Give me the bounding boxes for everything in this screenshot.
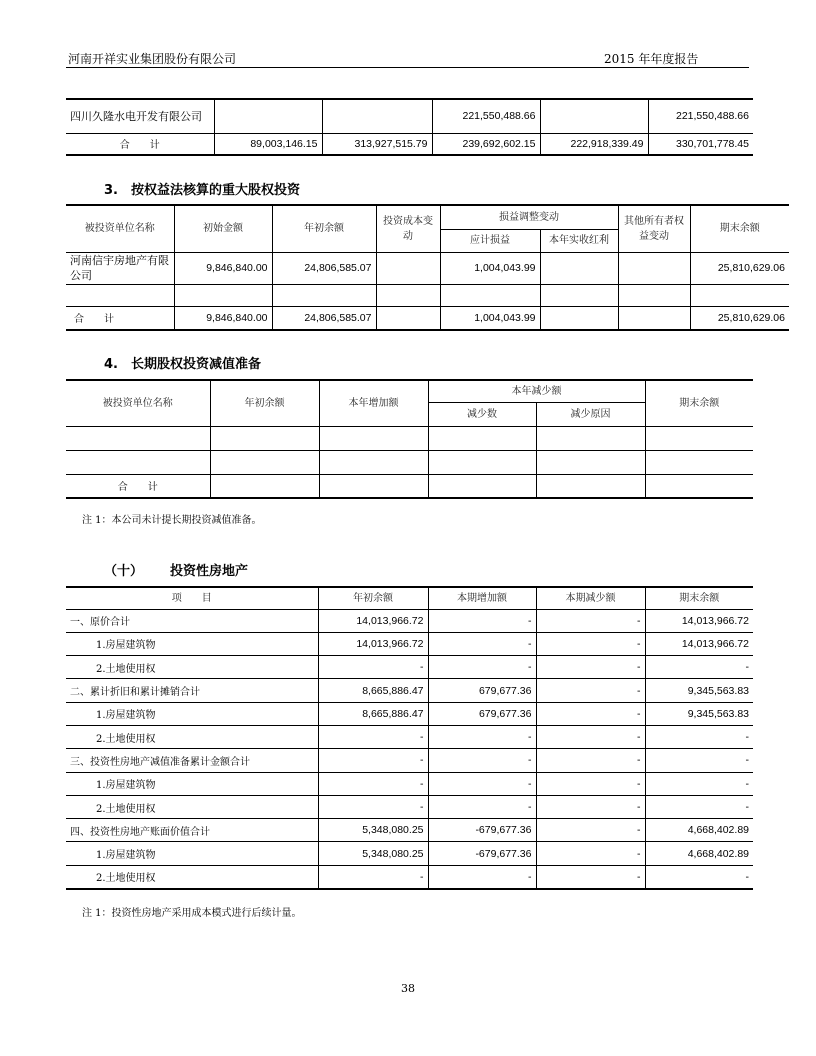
cell-value: - bbox=[428, 656, 536, 679]
cell-item: 三、投资性房地产减值准备累计金额合计 bbox=[66, 749, 318, 772]
cell-value: - bbox=[318, 865, 428, 888]
cell-value bbox=[540, 306, 618, 330]
header-divider bbox=[66, 67, 749, 68]
cell-value: - bbox=[428, 632, 536, 655]
cell-value: 5,348,080.25 bbox=[318, 819, 428, 842]
cell-value: 14,013,966.72 bbox=[318, 609, 428, 632]
cell-name: 合 计 bbox=[66, 306, 174, 330]
cell-value: - bbox=[536, 609, 645, 632]
table-row bbox=[66, 632, 753, 655]
cell-value: 9,345,563.83 bbox=[645, 679, 753, 702]
table-row bbox=[66, 725, 753, 748]
cell-value bbox=[376, 252, 440, 284]
cell-value: 24,806,585.07 bbox=[272, 306, 376, 330]
investment-property-table bbox=[66, 586, 753, 890]
cell-value bbox=[322, 99, 432, 133]
cell-empty bbox=[440, 284, 540, 306]
cell-item: 1.房屋建筑物 bbox=[66, 702, 318, 725]
cell-empty bbox=[618, 284, 690, 306]
cell-value: - bbox=[536, 795, 645, 818]
cell-value: 9,345,563.83 bbox=[645, 702, 753, 725]
cell-item: 四、投资性房地产账面价值合计 bbox=[66, 819, 318, 842]
section10-number: （十） bbox=[104, 564, 144, 579]
cell-empty bbox=[428, 450, 536, 474]
col-header-item: 项 目 bbox=[66, 587, 318, 609]
col-header-pl-adjust: 损益调整变动 bbox=[440, 205, 618, 229]
cell-value: 4,668,402.89 bbox=[645, 842, 753, 865]
cell-value: - bbox=[645, 795, 753, 818]
cell-value bbox=[540, 99, 648, 133]
section10-title: 投资性房地产 bbox=[170, 564, 249, 579]
cell-value: 25,810,629.06 bbox=[690, 252, 789, 284]
cell-value: - bbox=[645, 749, 753, 772]
table-row bbox=[66, 865, 753, 888]
cell-value: 679,677.36 bbox=[428, 702, 536, 725]
col-header-begin: 年初余额 bbox=[318, 587, 428, 609]
table-row bbox=[66, 679, 753, 702]
cell-value: 9,846,840.00 bbox=[174, 252, 272, 284]
col-header-name: 被投资单位名称 bbox=[66, 380, 210, 426]
cell-value: 221,550,488.66 bbox=[432, 99, 540, 133]
cell-item: 1.房屋建筑物 bbox=[66, 632, 318, 655]
cell-value: - bbox=[645, 772, 753, 795]
cell-value: 679,677.36 bbox=[428, 679, 536, 702]
cell-item: 2.土地使用权 bbox=[66, 656, 318, 679]
cell-value bbox=[618, 252, 690, 284]
cell-name: 四川久隆水电开发有限公司 bbox=[66, 99, 214, 133]
cell-value: - bbox=[428, 795, 536, 818]
cell-value: 89,003,146.15 bbox=[214, 133, 322, 155]
cell-value: 8,665,886.47 bbox=[318, 679, 428, 702]
cell-name: 河南信宇房地产有限公司 bbox=[66, 252, 174, 284]
cell-value: - bbox=[536, 842, 645, 865]
cell-item: 2.土地使用权 bbox=[66, 725, 318, 748]
impairment-table bbox=[66, 379, 753, 499]
cell-empty bbox=[66, 426, 210, 450]
table-row bbox=[66, 609, 753, 632]
cell-value: - bbox=[318, 772, 428, 795]
table-row bbox=[66, 99, 753, 133]
cell-value: 24,806,585.07 bbox=[272, 252, 376, 284]
col-header-begin: 年初余额 bbox=[210, 380, 319, 426]
table-row-total bbox=[66, 474, 753, 498]
table-row bbox=[66, 819, 753, 842]
report-title: 2015 年年度报告 bbox=[604, 52, 699, 66]
cell-value: - bbox=[645, 725, 753, 748]
cell-value: 14,013,966.72 bbox=[645, 632, 753, 655]
cell-empty bbox=[645, 474, 753, 498]
cell-empty bbox=[66, 450, 210, 474]
cell-value: - bbox=[428, 865, 536, 888]
cell-value: 14,013,966.72 bbox=[645, 609, 753, 632]
cell-value: 222,918,339.49 bbox=[540, 133, 648, 155]
cell-value: 14,013,966.72 bbox=[318, 632, 428, 655]
cell-item: 2.土地使用权 bbox=[66, 795, 318, 818]
col-header-initial: 初始金额 bbox=[174, 205, 272, 252]
col-header-end: 期末余额 bbox=[645, 587, 753, 609]
cell-empty bbox=[319, 450, 428, 474]
table-row bbox=[66, 284, 789, 306]
table-row bbox=[66, 252, 789, 284]
table-row bbox=[66, 795, 753, 818]
cell-item: 1.房屋建筑物 bbox=[66, 772, 318, 795]
table-row bbox=[66, 842, 753, 865]
col-header-dec-amount: 减少数 bbox=[428, 402, 536, 426]
cell-value: - bbox=[645, 656, 753, 679]
cell-name: 合 计 bbox=[66, 133, 214, 155]
section4-title: 4. 长期股权投资减值准备 bbox=[104, 357, 261, 372]
cell-value bbox=[618, 306, 690, 330]
cell-item: 1.房屋建筑物 bbox=[66, 842, 318, 865]
cell-empty bbox=[319, 426, 428, 450]
col-header-end: 期末余额 bbox=[645, 380, 753, 426]
table-row bbox=[66, 426, 753, 450]
col-header-dividend: 本年实收红利 bbox=[540, 229, 618, 252]
table-row-total bbox=[66, 133, 753, 155]
cell-empty bbox=[210, 426, 319, 450]
cell-empty bbox=[174, 284, 272, 306]
cell-value bbox=[376, 306, 440, 330]
cell-empty bbox=[645, 426, 753, 450]
cell-value: - bbox=[536, 725, 645, 748]
cell-value: - bbox=[428, 609, 536, 632]
col-header-increase: 本期增加额 bbox=[428, 587, 536, 609]
cell-empty bbox=[428, 474, 536, 498]
col-header-increase: 本年增加额 bbox=[319, 380, 428, 426]
table-row-total bbox=[66, 306, 789, 330]
cell-value: - bbox=[536, 679, 645, 702]
col-header-other-equity: 其他所有者权益变动 bbox=[618, 205, 690, 252]
cell-value: - bbox=[536, 632, 645, 655]
cell-value: - bbox=[536, 819, 645, 842]
equity-method-table bbox=[66, 204, 789, 331]
company-name: 河南开祥实业集团股份有限公司 bbox=[68, 52, 237, 66]
cell-empty bbox=[536, 474, 645, 498]
table-row bbox=[66, 450, 753, 474]
cell-item: 二、累计折旧和累计摊销合计 bbox=[66, 679, 318, 702]
col-header-dec-reason: 减少原因 bbox=[536, 402, 645, 426]
section4-note: 注 1：本公司未计提长期投资减值准备。 bbox=[82, 515, 262, 526]
cell-value bbox=[540, 252, 618, 284]
cell-value: - bbox=[536, 865, 645, 888]
cell-empty bbox=[319, 474, 428, 498]
col-header-name: 被投资单位名称 bbox=[66, 205, 174, 252]
top-table bbox=[66, 98, 753, 156]
cell-value: 25,810,629.06 bbox=[690, 306, 789, 330]
cell-empty bbox=[272, 284, 376, 306]
cell-value: - bbox=[318, 725, 428, 748]
section3-title: 3. 按权益法核算的重大股权投资 bbox=[104, 183, 300, 198]
cell-value: 239,692,602.15 bbox=[432, 133, 540, 155]
cell-value: - bbox=[428, 725, 536, 748]
cell-value: - bbox=[536, 656, 645, 679]
table-row bbox=[66, 656, 753, 679]
cell-value: 5,348,080.25 bbox=[318, 842, 428, 865]
col-header-end: 期末余额 bbox=[690, 205, 789, 252]
cell-value: 313,927,515.79 bbox=[322, 133, 432, 155]
cell-value: - bbox=[536, 772, 645, 795]
cell-value: - bbox=[318, 795, 428, 818]
col-header-begin: 年初余额 bbox=[272, 205, 376, 252]
col-header-decrease: 本期减少额 bbox=[536, 587, 645, 609]
cell-empty bbox=[536, 426, 645, 450]
table-row bbox=[66, 772, 753, 795]
cell-value: - bbox=[428, 772, 536, 795]
cell-value: - bbox=[645, 865, 753, 888]
cell-value: - bbox=[428, 749, 536, 772]
cell-empty bbox=[645, 450, 753, 474]
cell-value: - bbox=[318, 656, 428, 679]
section10-note: 注 1：投资性房地产采用成本模式进行后续计量。 bbox=[82, 908, 302, 919]
cell-empty bbox=[428, 426, 536, 450]
cell-empty bbox=[210, 474, 319, 498]
cell-value: - bbox=[536, 749, 645, 772]
cell-empty bbox=[540, 284, 618, 306]
col-header-pl-should: 应计损益 bbox=[440, 229, 540, 252]
col-header-decrease: 本年减少额 bbox=[428, 380, 645, 402]
cell-value: 221,550,488.66 bbox=[648, 99, 753, 133]
cell-empty bbox=[210, 450, 319, 474]
cell-value: -679,677.36 bbox=[428, 819, 536, 842]
cell-name: 合 计 bbox=[66, 474, 210, 498]
cell-value: 9,846,840.00 bbox=[174, 306, 272, 330]
cell-item: 2.土地使用权 bbox=[66, 865, 318, 888]
cell-empty bbox=[536, 450, 645, 474]
cell-item: 一、原价合计 bbox=[66, 609, 318, 632]
cell-value: 8,665,886.47 bbox=[318, 702, 428, 725]
page-number: 38 bbox=[401, 982, 415, 995]
table-row bbox=[66, 749, 753, 772]
cell-value: 4,668,402.89 bbox=[645, 819, 753, 842]
cell-value: 330,701,778.45 bbox=[648, 133, 753, 155]
table-row bbox=[66, 702, 753, 725]
cell-value: 1,004,043.99 bbox=[440, 306, 540, 330]
cell-value: - bbox=[536, 702, 645, 725]
cell-value: -679,677.36 bbox=[428, 842, 536, 865]
cell-empty bbox=[690, 284, 789, 306]
cell-value: 1,004,043.99 bbox=[440, 252, 540, 284]
col-header-cost-change: 投资成本变动 bbox=[376, 205, 440, 252]
cell-empty bbox=[376, 284, 440, 306]
cell-value: - bbox=[318, 749, 428, 772]
cell-empty bbox=[66, 284, 174, 306]
cell-value bbox=[214, 99, 322, 133]
